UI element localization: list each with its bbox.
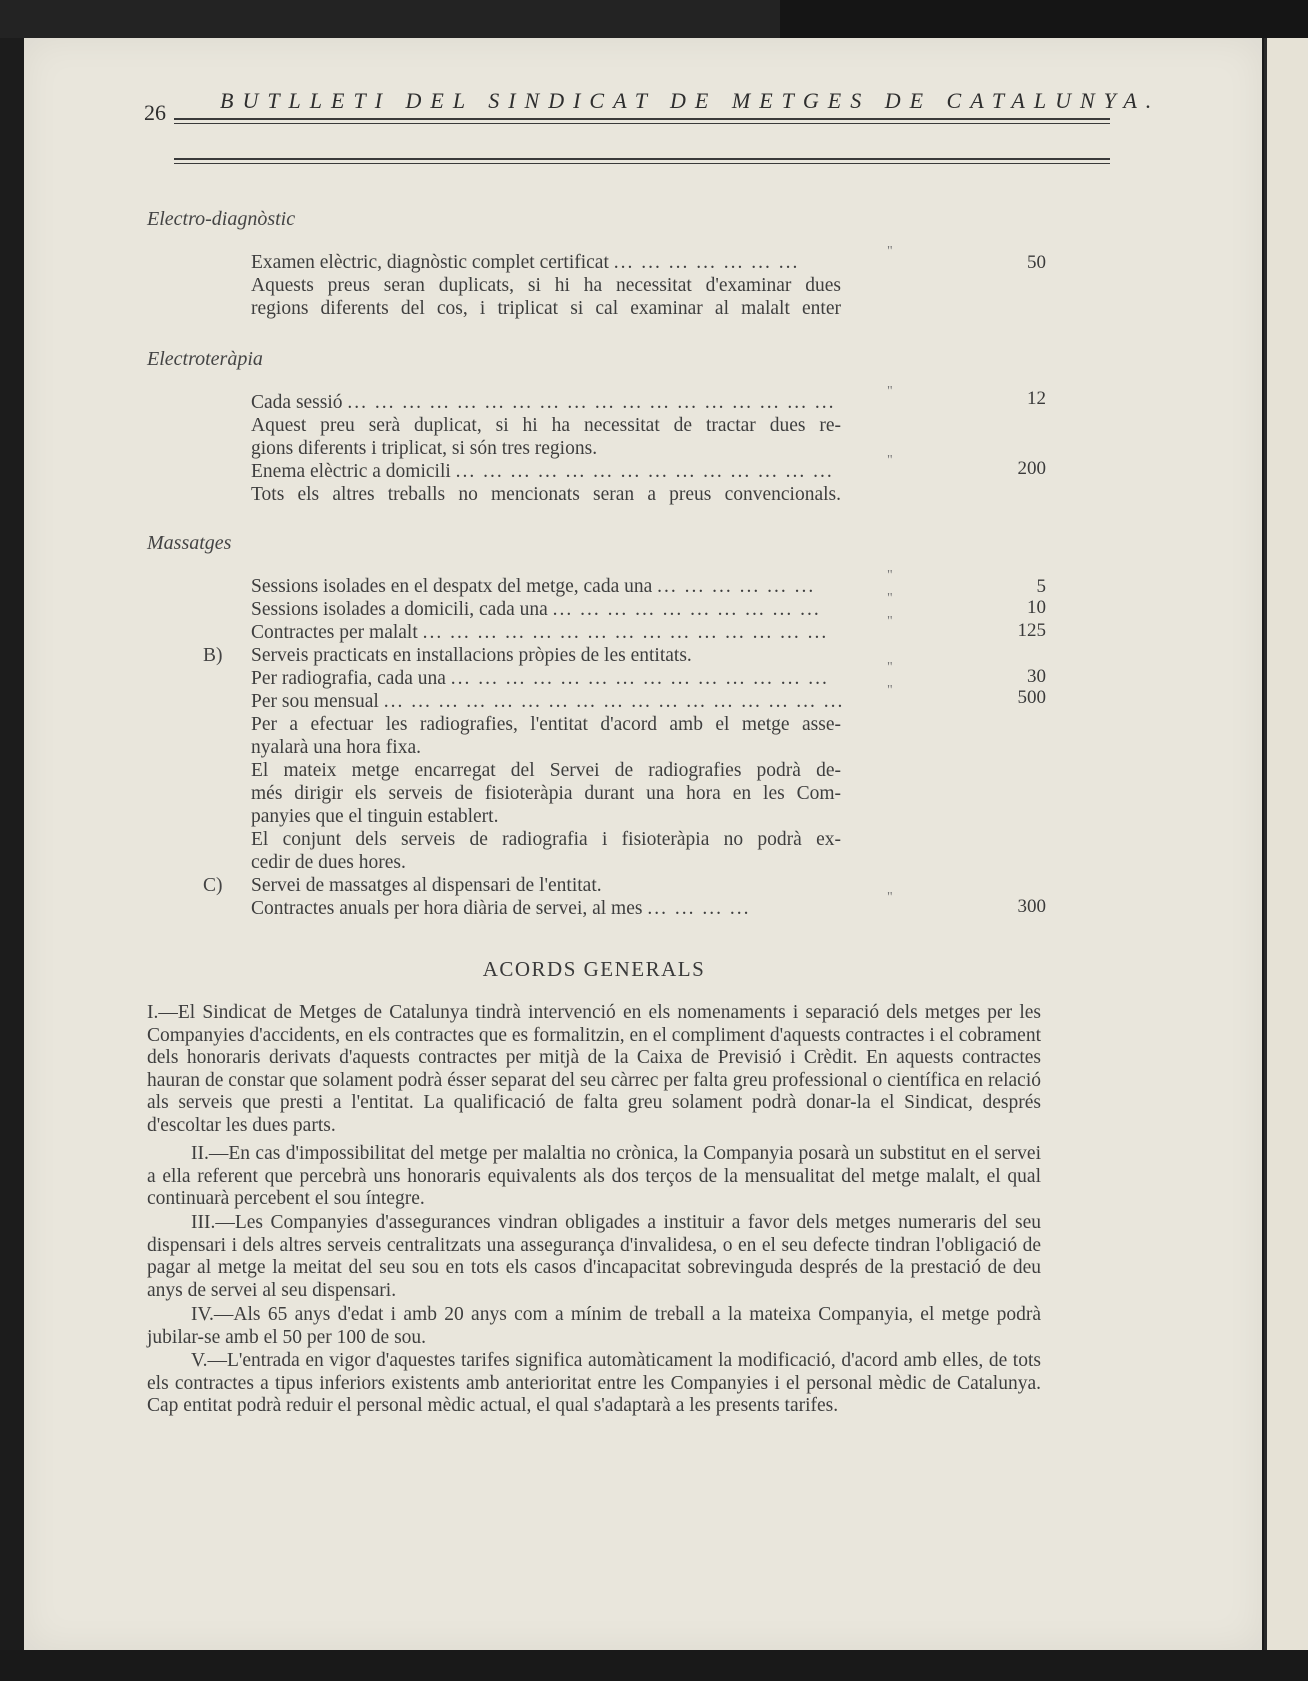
tariff-note: Servei de massatges al dispensari de l'entitat. [251,875,602,896]
tariff-price: 50 [1027,252,1046,273]
acord-paragraph-2: II.—En cas d'impossibilitat del metge per malaltia no crònica, la Companyia posarà un substitut en el servei a ella referent que percebrà uns honoraris equivalents als dos terços de la mensualitat del metge malalt, el qual continuarà percebent el sou íntegre. [147,1143,1041,1210]
tariff-note: panyies que el tinguin establert. [251,806,499,827]
tariff-note: regions diferents del cos, i triplicat si cal examinar al malalt enter [251,298,841,319]
section-title-electroterapia: Electroteràpia [147,348,263,370]
acord-paragraph-4: IV.—Als 65 anys d'edat i amb 20 anys com a mínim de treball a la mateixa Companyia, el metge podrà jubilar-se amb el 50 per 100 de sou. [147,1304,1041,1348]
section-title-electrodiagnostic: Electro-diagnòstic [147,208,296,230]
tariff-price: 300 [1017,896,1046,917]
acord-paragraph-3: III.—Les Companyies d'assegurances vindran obligades a instituir a favor dels metges numeraris del seu dispensari i dels altres serveis centralitzats una assegurança d'invalidesa, o en el seu defecte tindran l'obligació de pagar al metge la meitat del seu sou en tots els casos d'incapacitat sobrevinguda després de la prestació de deu anys de servei al seu dispensari. [147,1212,1041,1301]
ditto-mark: " [887,568,893,583]
tariff-note: Per a efectuar les radiografies, l'entitat d'acord amb el metge asse- [251,714,841,735]
ditto-mark: " [887,384,893,399]
ditto-mark: " [887,591,893,606]
header-rule-bottom-thin [174,163,1110,164]
facing-page-edge [1264,38,1308,1650]
tariff-note: El mateix metge encarregat del Servei de radiografies podrà de- [251,760,841,781]
tariff-price: 12 [1027,388,1046,409]
tariff-note: Aquests preus seran duplicats, si hi ha necessitat d'examinar dues [251,275,841,296]
tariff-price: 125 [1017,620,1046,641]
tariff-line: Contractes anuals per hora diària de servei, al mes ... ... ... ... [251,898,751,919]
tariff-price: 5 [1036,576,1046,597]
tariff-note: Aquest preu serà duplicat, si hi ha necessitat de tractar dues re- [251,415,841,436]
tariff-line: Cada sessió ... ... ... ... ... ... ... ... ... ... ... ... ... ... ... ... ... ... [251,392,836,413]
tariff-price: 10 [1027,597,1046,618]
tariff-line: Enema elèctric a domicili ... ... ... ... ... ... ... ... ... ... ... ... ... ... [251,461,834,482]
scan-bottom-border [0,1650,1308,1681]
tariff-note: nyalarà una hora fixa. [251,737,421,758]
tariff-note: Serveis practicats en installacions pròpies de les entitats. [251,645,692,666]
tariff-line: Sessions isolades a domicili, cada una ... ... ... ... ... ... ... ... ... ... [251,599,821,620]
section-title-massatges: Massatges [147,532,232,554]
ditto-mark: " [887,683,893,698]
header-rule-top-thin [174,123,1110,124]
ditto-mark: " [887,453,893,468]
tariff-line: Contractes per malalt ... ... ... ... ... ... ... ... ... ... ... ... ... ... ... [251,622,829,643]
item-letter: C) [203,875,223,896]
tariff-line: Examen elèctric, diagnòstic complet certificat ... ... ... ... ... ... ... [251,252,800,273]
ditto-mark: " [887,614,893,629]
tariff-price: 30 [1027,666,1046,687]
running-header-title: BUTLLETI DEL SINDICAT DE METGES DE CATALUNYA. [220,88,1161,113]
ditto-mark: " [887,660,893,675]
tariff-price: 500 [1017,687,1046,708]
tariff-line: Sessions isolades en el despatx del metge, cada una ... ... ... ... ... ... [251,576,816,597]
tariff-note: Tots els altres treballs no mencionats seran a preus convencionals. [251,484,841,505]
item-letter: B) [203,645,223,666]
tariff-note: més dirigir els serveis de fisioteràpia durant una hora en les Com- [251,783,841,804]
header-rule-top [174,118,1110,120]
scan-top-border [0,0,1308,38]
acord-paragraph-5: V.—L'entrada en vigor d'aquestes tarifes significa automàticament la modificació, d'acord amb elles, de tots els contractes a tipus inferiors existents amb anterioritat entre les Companyies i el personal mèdic de Catalunya. Cap entitat podrà reduir el personal mèdic actual, el qual s'adaptarà a les presents tarifes. [147,1350,1041,1417]
ditto-mark: " [887,244,893,259]
tariff-note: cedir de dues hores. [251,852,406,873]
acords-heading: ACORDS GENERALS [482,957,706,981]
tariff-note: El conjunt dels serveis de radiografia i fisioteràpia no podrà ex- [251,829,841,850]
tariff-price: 200 [1017,458,1046,479]
tariff-line: Per radiografia, cada una ... ... ... ... ... ... ... ... ... ... ... ... ... ... [251,668,829,689]
acord-paragraph-1: I.—El Sindicat de Metges de Catalunya tindrà intervenció en els nomenaments i separació dels metges per les Companyies d'accidents, en els contractes que es formalitzin, en el compliment d'aquests contractes i el cobrament dels honoraris derivats d'aquests contractes per mitjà de la Caixa de Previsió i Crèdit. En aquests contractes hauran de constar que solament podrà ésser separat del seu càrrec per falta greu professional o científica en relació als serveis que presti a l'entitat. La qualificació de falta greu solament podrà donar-la el Sindicat, després d'escoltar les dues parts. [147,1002,1041,1136]
ditto-mark: " [887,890,893,905]
tariff-line: Per sou mensual ... ... ... ... ... ... ... ... ... ... ... ... ... ... ... ... ... [251,691,845,712]
header-rule-bottom [174,158,1110,160]
page-number: 26 [144,100,166,125]
tariff-note: gions diferents i triplicat, si són tres regions. [251,438,598,459]
